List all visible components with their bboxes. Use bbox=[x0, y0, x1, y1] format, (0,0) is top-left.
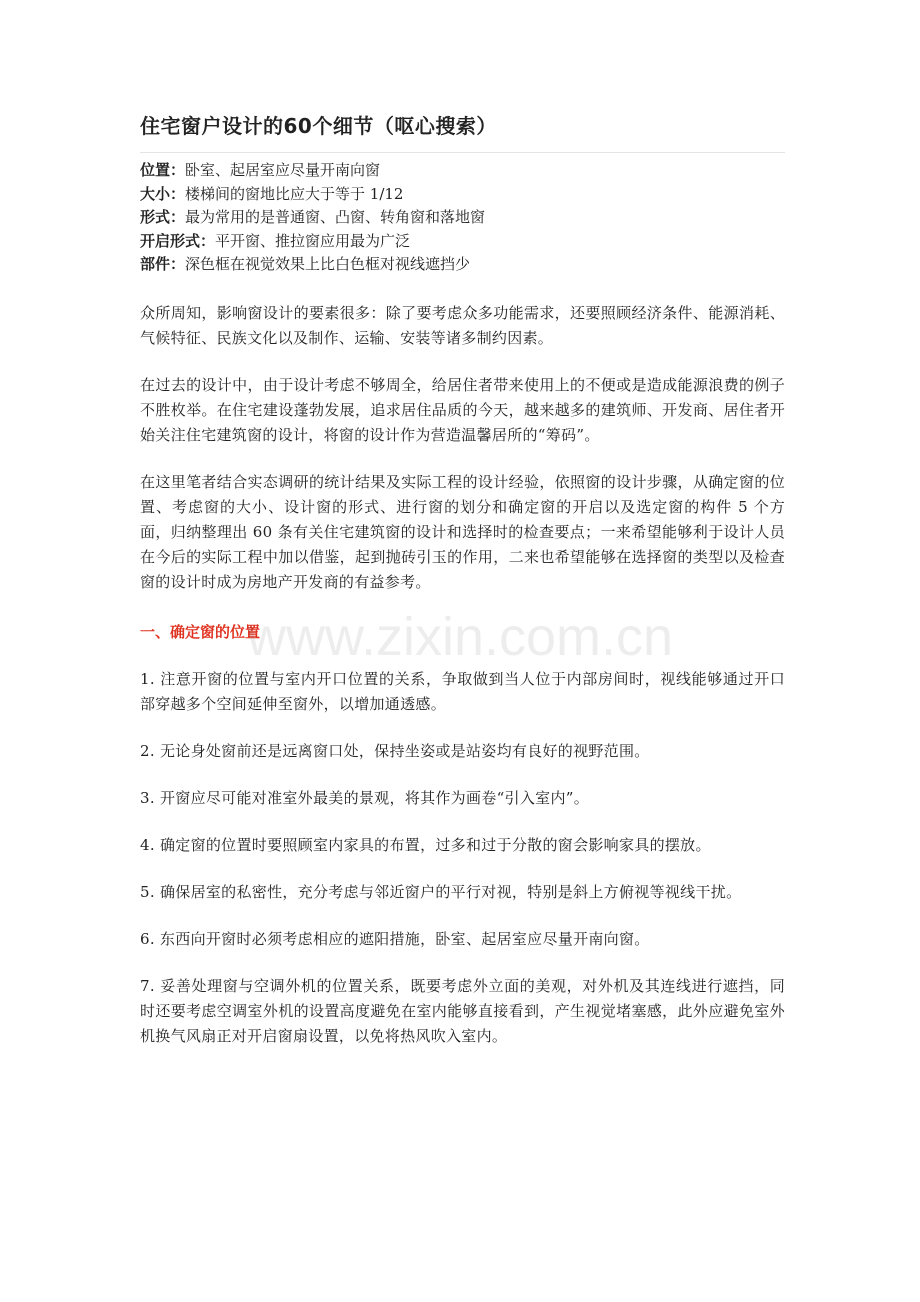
summary-value: 卧室、起居室应尽量开南向窗 bbox=[185, 161, 381, 179]
document-title: 住宅窗户设计的60个细节（呕心搜索） bbox=[140, 108, 785, 153]
summary-item bbox=[140, 253, 785, 277]
list-item: 4. 确定窗的位置时要照顾室内家具的布置，过多和过于分散的窗会影响家具的摆放。 bbox=[140, 835, 711, 854]
summary-list bbox=[140, 159, 785, 277]
summary-key: 形式： bbox=[140, 208, 186, 226]
summary-value: 最为常用的是普通窗、凸窗、转角窗和落地窗 bbox=[185, 208, 486, 226]
watermark-text: www.zixin.com.cn bbox=[246, 607, 674, 667]
summary-key: 部件： bbox=[140, 255, 186, 273]
list-item: 5. 确保居室的私密性，充分考虑与邻近窗户的平行对视，特别是斜上方俯视等视线干扰。 bbox=[140, 882, 742, 901]
summary-key: 位置： bbox=[140, 161, 186, 179]
intro-paragraph: 在这里笔者结合实态调研的统计结果及实际工程的设计经验，依照窗的设计步骤，从确定窗的位置、考虑窗的大小、设计窗的形式、进行窗的划分和确定窗的开启以及选定窗的构件 5 个方面，归纳整理出 60 条有关住宅建筑窗的设计和选择时的检查要点；一来希望能够利于设计人员在今后的实际工程中加以借鉴，起到抛砖引玉的作用，二来也希望能够在选择窗的类型以及检查窗的设计时成为房地产开发商的有益参考。 bbox=[140, 472, 785, 591]
list-item: 1. 注意开窗的位置与室内开口位置的关系，争取做到当人位于内部房间时，视线能够通过开口部穿越多个空间延伸至窗外，以增加通透感。 bbox=[140, 669, 785, 713]
list-item: 6. 东西向开窗时必须考虑相应的遮阳措施，卧室、起居室应尽量开南向窗。 bbox=[140, 929, 650, 948]
list-item: 7. 妥善处理窗与空调外机的位置关系，既要考虑外立面的美观，对外机及其连线进行遮挡，同时还要考虑空调室外机的设置高度避免在室内能够直接看到，产生视觉堵塞感，此外应避免室外机换气风扇正对开启窗扇设置，以免将热风吹入室内。 bbox=[140, 976, 785, 1045]
intro-paragraph: 在过去的设计中，由于设计考虑不够周全，给居住者带来使用上的不便或是造成能源浪费的例子不胜枚举。在住宅建设蓬勃发展，追求居住品质的今天，越来越多的建筑师、开发商、居住者开始关注住宅建筑窗的设计，将窗的设计作为营造温馨居所的“筹码”。 bbox=[140, 375, 785, 444]
summary-value: 楼梯间的窗地比应大于等于 1/12 bbox=[185, 184, 404, 203]
summary-key: 大小： bbox=[140, 184, 186, 203]
summary-value: 平开窗、推拉窗应用最为广泛 bbox=[215, 231, 411, 250]
summary-item bbox=[140, 183, 785, 207]
summary-item bbox=[140, 206, 785, 230]
summary-value: 深色框在视觉效果上比白色框对视线遮挡少 bbox=[185, 255, 471, 273]
summary-key: 开启形式： bbox=[140, 231, 216, 250]
list-item: 3. 开窗应尽可能对准室外最美的景观，将其作为画卷“引入室内”。 bbox=[140, 788, 590, 807]
list-item: 2. 无论身处窗前还是远离窗口处，保持坐姿或是站姿均有良好的视野范围。 bbox=[140, 741, 650, 760]
document-page bbox=[140, 108, 785, 1049]
section-heading: 一、确定窗的位置 bbox=[140, 622, 261, 641]
intro-paragraph: 众所周知，影响窗设计的要素很多：除了要考虑众多功能需求，还要照顾经济条件、能源消耗、气候特征、民族文化以及制作、运输、安装等诸多制约因素。 bbox=[140, 303, 785, 347]
summary-item bbox=[140, 230, 785, 254]
summary-item bbox=[140, 159, 785, 183]
